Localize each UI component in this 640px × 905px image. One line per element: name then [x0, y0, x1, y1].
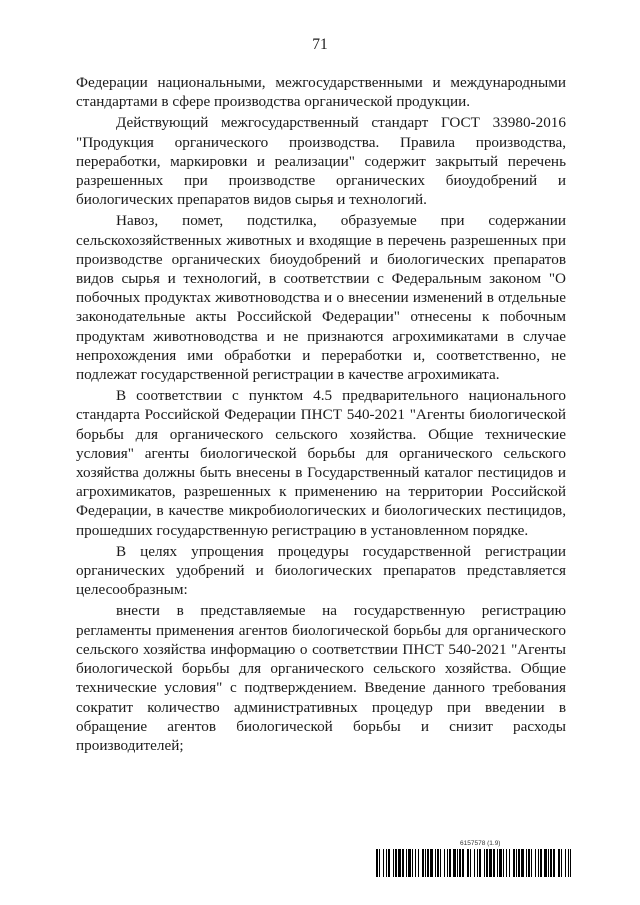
barcode-bar: [528, 849, 530, 877]
barcode-bar: [484, 849, 485, 877]
barcode-bar: [376, 849, 378, 877]
barcode-bar: [430, 849, 433, 877]
barcode-bar: [395, 849, 397, 877]
barcode-bar: [457, 849, 458, 877]
barcode-bar: [538, 849, 539, 877]
barcode-bar: [467, 849, 469, 877]
barcode-bar: [493, 849, 495, 877]
barcode-bar: [518, 849, 520, 877]
barcode-bar: [479, 849, 481, 877]
barcode-bar: [453, 849, 456, 877]
barcode-bar: [402, 849, 404, 877]
paragraph-simplification-purpose: В целях упрощения процедуры государственной регистрации органических удобрений и биологических препаратов представляется целесообразным:: [76, 542, 566, 599]
barcode-bar: [386, 849, 387, 877]
paragraph-continuation: Федерации национальными, межгосударственными и международными стандартами в сфере производства органической продукции.: [76, 74, 566, 111]
barcode-bar: [440, 849, 441, 877]
barcode-bar: [470, 849, 471, 877]
barcode-bar: [422, 849, 424, 877]
barcode-bar: [506, 849, 507, 877]
barcode-label: 6157578 (1.9): [460, 840, 501, 847]
barcode-bar: [412, 849, 413, 877]
barcode-bar: [449, 849, 451, 877]
paragraph-proposal: внести в представляемые на государственную регистрацию регламенты применения агентов биологической борьбы для органического сельского хозяйства информацию о соответствии ПНСТ 540-2021 "Агенты биологической борьбы для органического сельского хозяйства. Общие технические условия" с подтверждением. Введение данного требования сократит количество административных процедур при введении в обращение агентов биологической борьбы и снизит расходы производителей;: [76, 602, 566, 754]
barcode-bar: [550, 849, 552, 877]
barcode-bar: [393, 849, 394, 877]
barcode-bar: [526, 849, 527, 877]
barcode-bar: [474, 849, 475, 877]
paragraph-gost-standard: Действующий межгосударственный стандарт ГОСТ 33980-2016 "Продукция органического производства. Правила производства, переработки, маркировки и реализации" содержит закрытый перечень разрешенных при производстве органических биоудобрений и биологических препаратов видов сырья и технологий.: [76, 114, 566, 209]
paragraph-pnst-biological-agents: В соответствии с пунктом 4.5 предварительного национального стандарта Российской Федерации ПНСТ 540-2021 "Агенты биологической борьбы для органического сельского хозяйства. Общие технические условия" агенты биологической борьбы для органического сельского хозяйства должны быть внесены в Государственный каталог пестицидов и агрохимикатов, разрешенных к применению на территории Российской Федерации, в качестве микробиологических и биологических пестицидов, прошедших государственную регистрацию в установленном порядке.: [76, 387, 566, 539]
barcode-bar: [489, 849, 492, 877]
barcode-bar: [477, 849, 478, 877]
barcode-bar: [388, 849, 390, 877]
barcode-bar: [499, 849, 502, 877]
barcode-bar: [447, 849, 448, 877]
barcode-bar: [427, 849, 429, 877]
barcode-bar: [553, 849, 555, 877]
barcode-bar: [565, 849, 566, 877]
barcode-bar: [516, 849, 517, 877]
barcode-bar: [437, 849, 439, 877]
barcode-bar: [561, 849, 562, 877]
barcode-bar: [531, 849, 532, 877]
page-number: 71: [312, 36, 328, 53]
barcode-bar: [568, 849, 569, 877]
barcode-bar: [509, 849, 510, 877]
barcode-bar: [415, 849, 416, 877]
barcode-bar: [558, 849, 560, 877]
barcode-bar: [418, 849, 419, 877]
barcode-bar: [570, 849, 571, 877]
barcode-icon: [376, 849, 571, 877]
barcode-bar: [459, 849, 461, 877]
document-barcode: [376, 840, 571, 880]
barcode-bar: [462, 849, 464, 877]
paragraph-manure-byproducts: Навоз, помет, подстилка, образуемые при содержании сельскохозяйственных животных и входящие в перечень разрешенных при производстве органических биоудобрений и биологических препаратов видов сырья и технологий, в соответствии с Федеральным законом "О побочных продуктах животноводства и о внесении изменений в отдельные законодательные акты Российской Федерации" отнесены к побочным продуктам животноводства и не признаются агрохимикатами в случае непрохождения ими обработки и переработки и, соответственно, не подлежат государственной регистрации в качестве агрохимиката.: [76, 212, 566, 384]
barcode-bar: [444, 849, 445, 877]
barcode-bar: [513, 849, 515, 877]
barcode-bar: [535, 849, 536, 877]
barcode-bar: [408, 849, 411, 877]
barcode-bar: [379, 849, 380, 877]
barcode-bar: [398, 849, 401, 877]
barcode-bar: [425, 849, 426, 877]
barcode-bar: [497, 849, 498, 877]
barcode-bar: [503, 849, 504, 877]
barcode-bar: [544, 849, 547, 877]
document-body: [76, 73, 566, 757]
barcode-bar: [540, 849, 542, 877]
barcode-bar: [383, 849, 384, 877]
barcode-bar: [548, 849, 549, 877]
barcode-bar: [435, 849, 436, 877]
barcode-bar: [486, 849, 488, 877]
barcode-bar: [406, 849, 407, 877]
barcode-bar: [521, 849, 524, 877]
